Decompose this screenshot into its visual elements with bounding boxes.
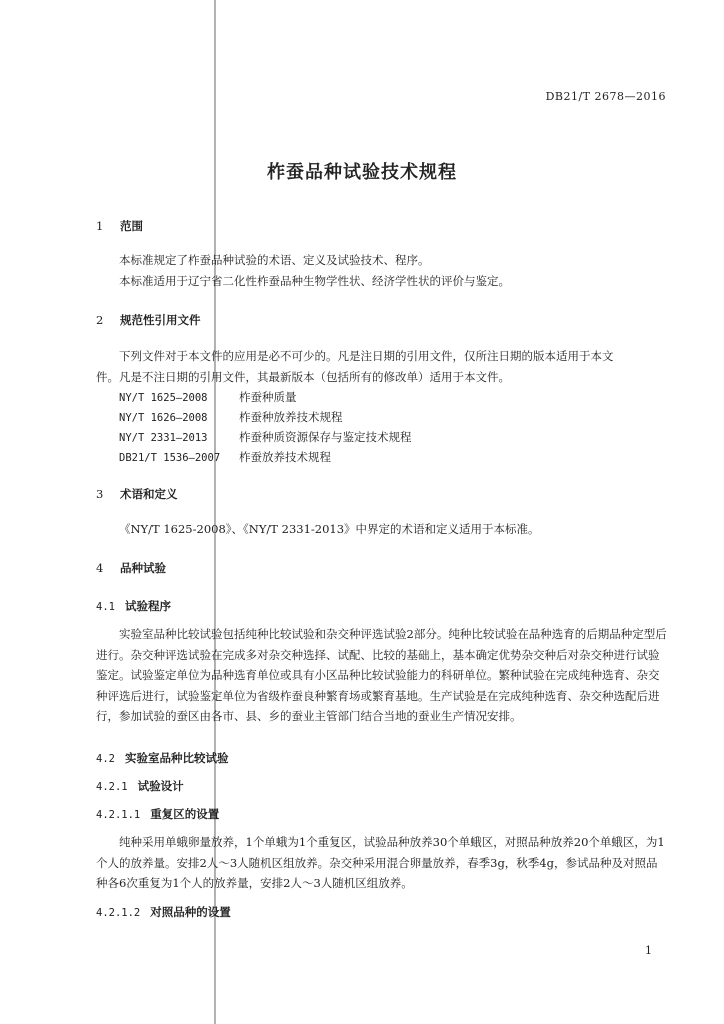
- subsection-title: 试验设计: [137, 779, 184, 793]
- references-intro-line-1: 下列文件对于本文件的应用是必不可少的。凡是注日期的引用文件，仅所注日期的版本适用于本文: [119, 349, 614, 363]
- subsection-4-2-1-2-heading: [96, 904, 231, 920]
- reference-name: 柞蚕种放养技术规程: [239, 410, 343, 424]
- subsection-number: 4.2: [96, 753, 115, 765]
- subsection-4-2-heading: [96, 750, 228, 766]
- subsection-title: 试验程序: [124, 599, 171, 613]
- section-3-heading: [96, 486, 178, 502]
- standard-code: DB21/T 2678—2016: [545, 90, 666, 103]
- procedure-text: 实验室品种比较试验包括纯种比较试验和杂交种评选试验2部分。纯种比较试验在品种选育的后期品种定型后进行。杂交种评选试验在完成多对杂交种选择、试配、比较的基础上，基本确定优势杂交种后对杂交种进行试验鉴定。试验鉴定单位为品种选育单位或具有小区品种比较试验能力的科研单位。繁种试验在完成纯种选育、杂交种评选后进行，试验鉴定单位为省级柞蚕良种繁育场或繁育基地。生产试验是在完成纯种选育、杂交种选配后进行，参加试验的蚕区由各市、县、乡的蚕业主管部门结合当地的蚕业生产情况安排。: [96, 627, 667, 723]
- section-4-heading: [96, 560, 166, 576]
- subsection-4-2-1-1-heading: [96, 806, 219, 822]
- reference-code: NY/T 2331—2013: [119, 432, 208, 444]
- section-title: 品种试验: [120, 561, 166, 575]
- reference-code: NY/T 1626—2008: [119, 412, 208, 424]
- section-number: 3: [96, 487, 104, 501]
- page-number: 1: [645, 944, 652, 957]
- subsection-number: 4.2.1.2: [96, 907, 141, 919]
- references-intro-line-2: 件。凡是不注日期的引用文件，其最新版本（包括所有的修改单）适用于本文件。: [96, 370, 510, 384]
- section-number: 4: [96, 561, 104, 575]
- section-number: 1: [96, 219, 104, 233]
- subsection-4-1-heading: [96, 598, 171, 614]
- procedure-paragraph: [96, 624, 668, 727]
- section-2-heading: [96, 312, 201, 328]
- reference-item: [119, 389, 297, 405]
- section-title: 范围: [120, 219, 143, 233]
- subsection-4-2-1-heading: [96, 778, 184, 794]
- subsection-number: 4.2.1.1: [96, 809, 141, 821]
- scope-paragraph-2: 本标准适用于辽宁省二化性柞蚕品种生物学性状、经济学性状的评价与鉴定。: [119, 274, 510, 288]
- section-1-heading: [96, 218, 143, 234]
- section-title: 规范性引用文件: [120, 313, 201, 327]
- reference-item: [119, 449, 331, 465]
- subsection-title: 实验室品种比较试验: [124, 751, 229, 765]
- reference-item: [119, 429, 412, 445]
- terms-paragraph: 《NY/T 1625-2008》、《NY/T 2331-2013》中界定的术语和定义适用于本标准。: [119, 522, 540, 536]
- subsection-number: 4.1: [96, 601, 115, 613]
- subsection-title: 重复区的设置: [150, 807, 220, 821]
- reference-name: 柞蚕种质量: [239, 390, 297, 404]
- replicate-plot-paragraph: [96, 832, 668, 894]
- reference-name: 柞蚕种质资源保存与鉴定技术规程: [239, 430, 412, 444]
- reference-code: NY/T 1625—2008: [119, 392, 208, 404]
- scope-paragraph-1: 本标准规定了柞蚕品种试验的术语、定义及试验技术、程序。: [119, 253, 430, 267]
- document-title: 柞蚕品种试验技术规程: [267, 162, 457, 183]
- reference-item: [119, 409, 343, 425]
- reference-name: 柞蚕放养技术规程: [239, 450, 331, 464]
- section-number: 2: [96, 313, 104, 327]
- subsection-number: 4.2.1: [96, 781, 128, 793]
- section-title: 术语和定义: [120, 487, 178, 501]
- reference-code: DB21/T 1536—2007: [119, 452, 221, 464]
- replicate-plot-text: 纯种采用单蛾卵量放养，1个单蛾为1个重复区，试验品种放养30个单蛾区，对照品种放养20个单蛾区，为1个人的放养量。安排2人～3人随机区组放养。杂交种采用混合卵量放养，春季3g，秋季4g，参试品种及对照品种各6次重复为1个人的放养量，安排2人～3人随机区组放养。: [96, 835, 665, 890]
- subsection-title: 对照品种的设置: [150, 905, 231, 919]
